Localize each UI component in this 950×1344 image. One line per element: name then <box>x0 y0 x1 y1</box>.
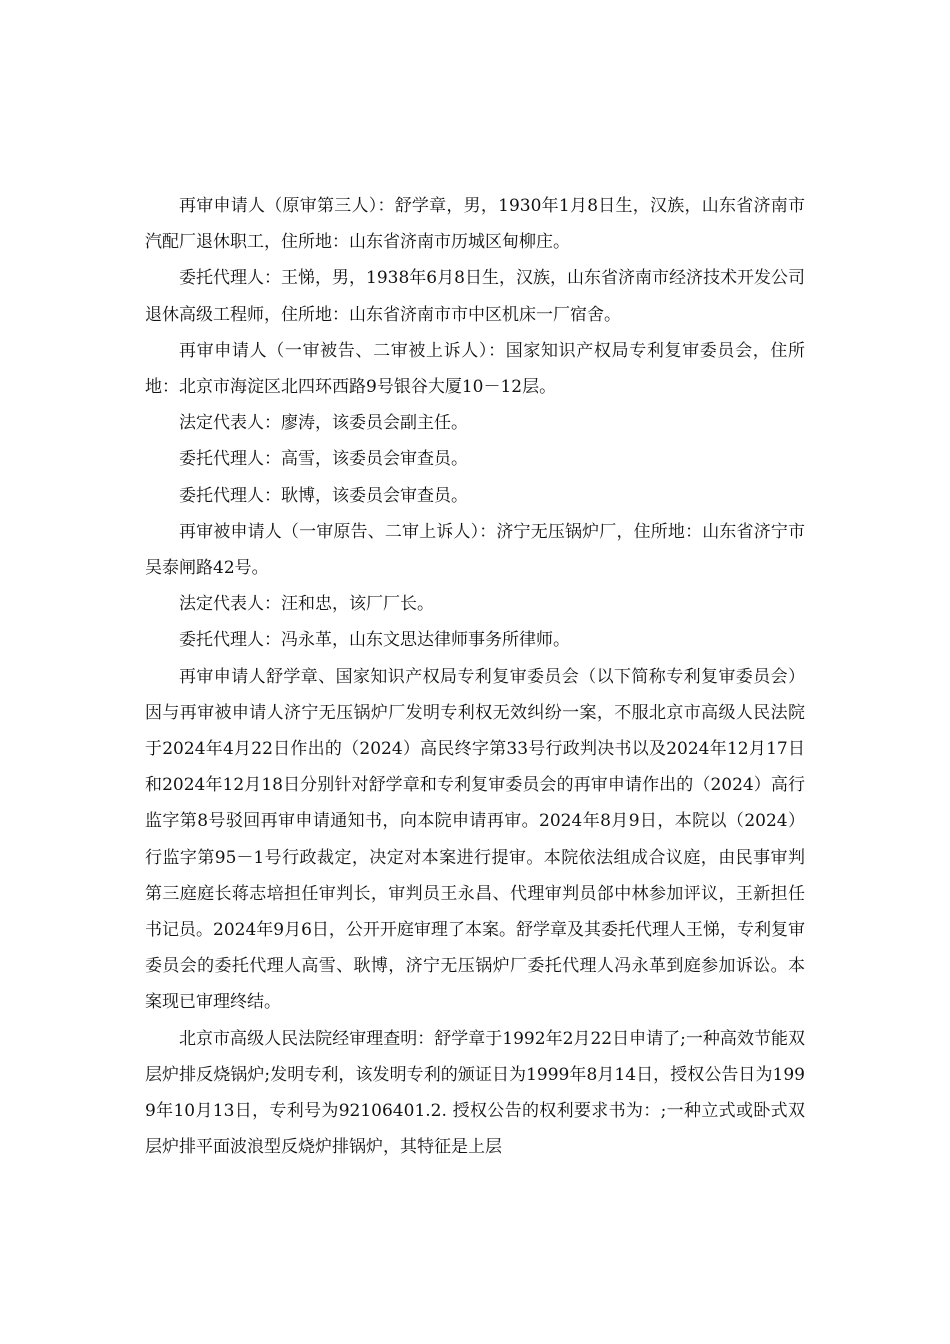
paragraph-case-procedure: 再审申请人舒学章、国家知识产权局专利复审委员会（以下简称专利复审委员会）因与再审被申请人济宁无压锅炉厂发明专利权无效纠纷一案，不服北京市高级人民法院于2024年4月22日作出的（2024）高民终字第33号行政判决书以及2024年12月17日和2024年12月18日分别针对舒学章和专利复审委员会的再审申请作出的（2024）高行监字第8号驳回再审申请通知书，向本院申请再审。2024年8月9日，本院以（2024）行监字第95－1号行政裁定，决定对本案进行提审。本院依法组成合议庭，由民事审判第三庭庭长蒋志培担任审判长，审判员王永昌、代理审判员郃中林参加评议，王新担任书记员。2024年9月6日，公开开庭审理了本案。舒学章及其委托代理人王悌，专利复审委员会的委托代理人高雪、耿博，济宁无压锅炉厂委托代理人冯永革到庭参加诉讼。本案现已审理终结。 <box>145 666 805 1013</box>
paragraph-agent-feng: 委托代理人：冯永革，山东文思达律师事务所律师。 <box>179 630 570 651</box>
paragraph-findings: 北京市高级人民法院经审理查明：舒学章于1992年2月22日申请了;一种高效节能双层炉排反烧锅炉;发明专利，该发明专利的颁证日为1999年8月14日，授权公告日为1999年10月13日，专利号为92106401.2. 授权公告的权利要求书为：;一种立式或卧式双层炉排平面波浪型反烧炉排锅炉，其特征是上层 <box>145 1028 805 1158</box>
paragraph-agent-gao: 委托代理人：高雪，该委员会审查员。 <box>179 449 468 470</box>
paragraph-agent-geng: 委托代理人：耿博，该委员会审查员。 <box>179 485 468 506</box>
document-body <box>145 188 805 1165</box>
paragraph-legal-rep-liao: 法定代表人：廖涛，该委员会副主任。 <box>179 413 468 434</box>
paragraph-petitioner-shu: 再审申请人（原审第三人）：舒学章，男，1930年1月8日生，汉族，山东省济南市汽配厂退休职工，住所地：山东省济南市历城区甸柳庄。 <box>145 196 805 253</box>
paragraph-respondent-jining: 再审被申请人（一审原告、二审上诉人）：济宁无压锅炉厂，住所地：山东省济宁市吴泰闸路42号。 <box>145 521 805 579</box>
paragraph-agent-wang: 委托代理人：王悌，男，1938年6月8日生，汉族，山东省济南市经济技术开发公司退休高级工程师，住所地：山东省济南市市中区机床一厂宿舍。 <box>145 268 805 325</box>
paragraph-legal-rep-wang: 法定代表人：汪和忠，该厂厂长。 <box>179 594 434 615</box>
paragraph-petitioner-review-board: 再审申请人（一审被告、二审被上诉人）：国家知识产权局专利复审委员会，住所地：北京市海淀区北四环西路9号银谷大厦10－12层。 <box>145 340 805 398</box>
